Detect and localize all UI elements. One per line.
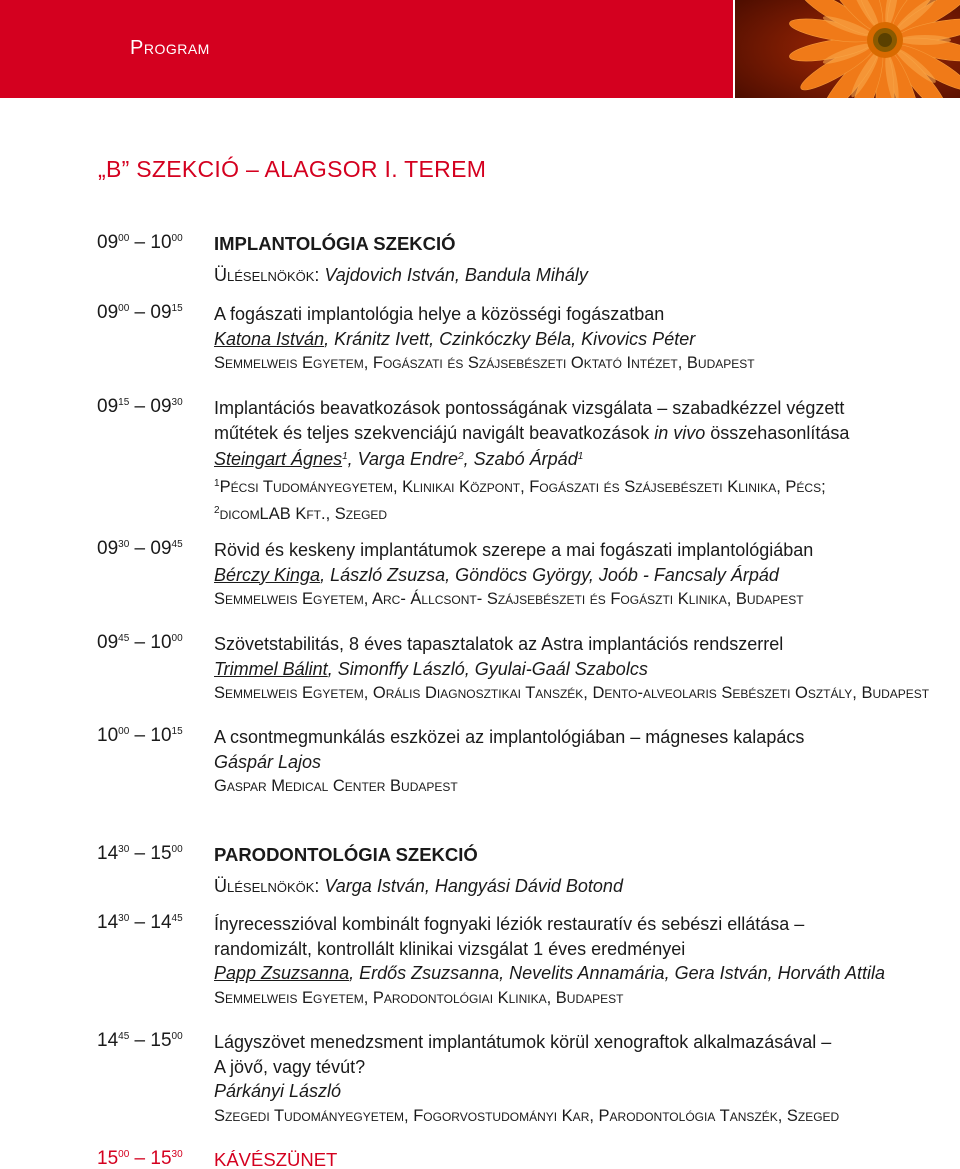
talk-title: Szövetstabilitás, 8 éves tapasztalatok az Astra implantációs rendszerrel	[214, 634, 784, 654]
chairs-label: Üléselnökök:	[214, 264, 320, 285]
presenter-name: Trimmel Bálint	[214, 658, 328, 679]
chairs-names: Vajdovich István, Bandula Mihály	[324, 264, 588, 285]
time-range: $09^{15} - 09^{30}$	[97, 396, 183, 417]
time-range: $09^{00} - 10^{00}$	[97, 232, 183, 253]
talk-content	[214, 538, 934, 612]
talk-content	[214, 396, 934, 527]
talk-authors: Katona István, Kránitz Ivett, Czinkóczky Béla, Kivovics Péter	[214, 328, 696, 349]
session-heading: IMPLANTOLÓGIA SZEKCIÓ	[214, 233, 456, 254]
talk-content	[214, 1030, 934, 1128]
chairs-names: Varga István, Hangyási Dávid Botond	[324, 875, 623, 896]
talk-title: Rövid és keskeny implantátumok szerepe a mai fogászati implantológiában	[214, 540, 814, 560]
chairs-label: Üléselnökök:	[214, 875, 320, 896]
talk-title: Lágyszövet menedzsment implantátumok körül xenograftok alkalmazásával – A jövő, vagy tévút?	[214, 1032, 832, 1077]
talk-authors: Papp Zsuzsanna, Erdős Zsuzsanna, Nevelits Annamária, Gera István, Horváth Attila	[214, 963, 885, 983]
talk-title: Implantációs beavatkozások pontosságának vizsgálata – szabadkézzel végzett műtétek és teljes szekvenciájú navigált beavatkozások in vivo összehasonlítása	[214, 398, 850, 443]
session-heading: PARODONTOLÓGIA SZEKCIÓ	[214, 844, 478, 865]
talk-authors: Trimmel Bálint, Simonffy László, Gyulai-Gaál Szabolcs	[214, 658, 648, 679]
chairs-line	[214, 263, 934, 288]
talk-authors: Steingart Ágnes$^1$, Varga Endre$^2$, Szabó Árpád$^1$	[214, 449, 584, 469]
gerbera-flower-image	[735, 0, 960, 98]
chairs-line	[214, 874, 934, 899]
time-range: $09^{45} - 10^{00}$	[97, 632, 183, 653]
presenter-name: Katona István	[214, 328, 325, 349]
time-range: $14^{45} - 15^{00}$	[97, 1030, 183, 1051]
session-content	[214, 843, 934, 898]
time-range: $10^{00} - 10^{15}$	[97, 725, 183, 746]
talk-title: Ínyrecesszióval kombinált fognyaki léziók restauratív és sebészi ellátása – randomizált, kontrollált klinikai vizsgálat 1 éves eredményei	[214, 914, 805, 959]
talk-affiliation: Semmelweis Egyetem, Orális Diagnosztikai Tanszék, Dento-alveolaris Sebészeti Osztály, Budapest	[214, 684, 930, 702]
time-range: $14^{30} - 14^{45}$	[97, 912, 183, 933]
presenter-name: Papp Zsuzsanna	[214, 963, 350, 983]
talk-affiliation: Semmelweis Egyetem, Parodontológiai Klinika, Budapest	[214, 988, 624, 1007]
talk-authors: Gáspár Lajos	[214, 751, 322, 772]
talk-affiliation: Semmelweis Egyetem, Arc- Állcsont- Szájsebészeti és Fogászti Klinika, Budapest	[214, 590, 804, 608]
talk-affiliation: $^1$Pécsi Tudományegyetem, Klinikai Központ, Fogászati és Szájsebészeti Klinika, Pécs;	[214, 477, 826, 496]
talk-content	[214, 725, 934, 799]
talk-authors: Párkányi László	[214, 1081, 342, 1101]
talk-affiliation: Szegedi Tudományegyetem, Fogorvostudományi Kar, Parodontológia Tanszék, Szeged	[214, 1106, 840, 1125]
talk-content	[214, 632, 934, 706]
break-label: KÁVÉSZÜNET	[214, 1149, 338, 1169]
header-title: Program	[130, 37, 210, 59]
talk-authors: Bérczy Kinga, László Zsuzsa, Göndöcs György, Joób - Fancsaly Árpád	[214, 564, 779, 585]
talk-affiliation-2: $^2$dicomLAB Kft., Szeged	[214, 505, 388, 523]
time-range: $15^{00} - 15^{30}$	[97, 1148, 183, 1169]
time-range: $14^{30} - 15^{00}$	[97, 843, 183, 864]
break-content	[214, 1148, 934, 1169]
page-header	[0, 0, 960, 98]
time-range: $09^{30} - 09^{45}$	[97, 538, 183, 559]
section-title: „B” SZEKCIÓ – ALAGSOR I. TEREM	[98, 156, 487, 182]
talk-title: A csontmegmunkálás eszközei az implantológiában – mágneses kalapács	[214, 727, 805, 747]
talk-affiliation: Semmelweis Egyetem, Fogászati és Szájsebészeti Oktató Intézet, Budapest	[214, 354, 755, 372]
presenter-name: Bérczy Kinga	[214, 564, 321, 585]
talk-content	[214, 302, 934, 376]
talk-content	[214, 912, 934, 1010]
talk-affiliation: Gaspar Medical Center Budapest	[214, 777, 458, 795]
presenter-name: Steingart Ágnes	[214, 449, 343, 469]
session-content	[214, 232, 934, 287]
flower-photo	[735, 0, 960, 98]
time-range: $09^{00} - 09^{15}$	[97, 302, 183, 323]
talk-title: A fogászati implantológia helye a közösségi fogászatban	[214, 304, 665, 324]
